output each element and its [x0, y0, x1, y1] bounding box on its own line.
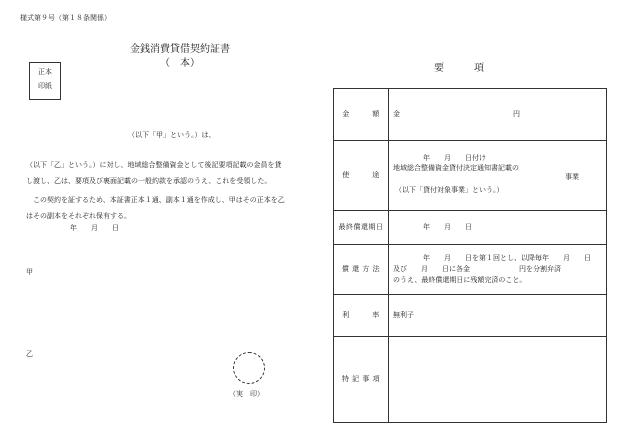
party-a-label: 甲: [26, 268, 33, 276]
repayment-line2: 及び 月 日に各金 円を分割弁済: [393, 265, 561, 273]
body-paragraph1-line2: し渡し、乙は、要項及び裏面記載の一般約款を承認のうえ、これを受領した。: [26, 177, 272, 185]
terms-row-amount: [334, 89, 607, 141]
notes-label: 特 記 事 項: [334, 337, 389, 423]
form-number: 様式第９号（第１８条関係）: [20, 14, 111, 22]
due-date-label: 最終償還期日: [334, 211, 389, 245]
terms-table: [333, 88, 607, 423]
body-paragraph2-line1: この契約を証するため、本証書正本１通、副本１通を作成し、甲はその正本を乙: [26, 196, 285, 204]
purpose-value-cell: [389, 141, 607, 211]
amount-label: 金 額: [334, 89, 389, 141]
purpose-line2: 地域総合整備資金貸付決定通知書記載の: [393, 164, 519, 172]
amount-value-cell: [389, 89, 607, 141]
rate-label: 利 率: [334, 295, 389, 337]
seal-circle: [233, 352, 265, 384]
due-date-value: 年 月 日: [423, 223, 472, 231]
rate-value-cell: [389, 295, 607, 337]
terms-row-rate: [334, 295, 607, 337]
repayment-label: 償 還 方 法: [334, 245, 389, 295]
purpose-label: 使 途: [334, 141, 389, 211]
terms-row-due-date: [334, 211, 607, 245]
document-title: 金銭消費貸借契約証書: [130, 44, 230, 55]
purpose-line1: 年 月 日付け: [423, 154, 486, 162]
amount-prefix: 金: [393, 110, 400, 118]
due-date-value-cell: [389, 211, 607, 245]
body-paragraph1-line1: （以下「乙」という。）に対し、地域総合整備資金として後記要項記載の金員を貸: [26, 161, 282, 169]
contract-date: 年 月 日: [70, 224, 119, 232]
purpose-line4: （以下「貸付対象事業」という。）: [395, 186, 504, 194]
party-a-definition: （以下「甲」という。）は、: [128, 131, 216, 139]
notes-value-cell: [389, 337, 607, 423]
repayment-line3: のうえ、最終償還期日に残額完済のこと。: [393, 276, 527, 284]
seal-label: （実 印）: [229, 390, 264, 398]
document-subtitle: （ 本）: [160, 58, 200, 69]
terms-row-notes: [334, 337, 607, 423]
terms-row-purpose: [334, 141, 607, 211]
body-paragraph2-line2: はその副本をそれぞれ保有する。: [26, 212, 131, 220]
repayment-value-cell: [389, 245, 607, 295]
terms-heading: 要 項: [434, 63, 484, 74]
amount-unit: 円: [513, 110, 520, 118]
stamp-label-line1: 正本: [38, 68, 52, 76]
party-b-label: 乙: [26, 350, 33, 358]
stamp-label-line2: 印紙: [38, 82, 52, 90]
terms-row-repayment: [334, 245, 607, 295]
repayment-line1: 年 月 日を第１回とし、以降毎年 月 日: [423, 254, 591, 262]
rate-value: 無利子: [393, 311, 414, 319]
purpose-line3: 事業: [565, 173, 579, 181]
